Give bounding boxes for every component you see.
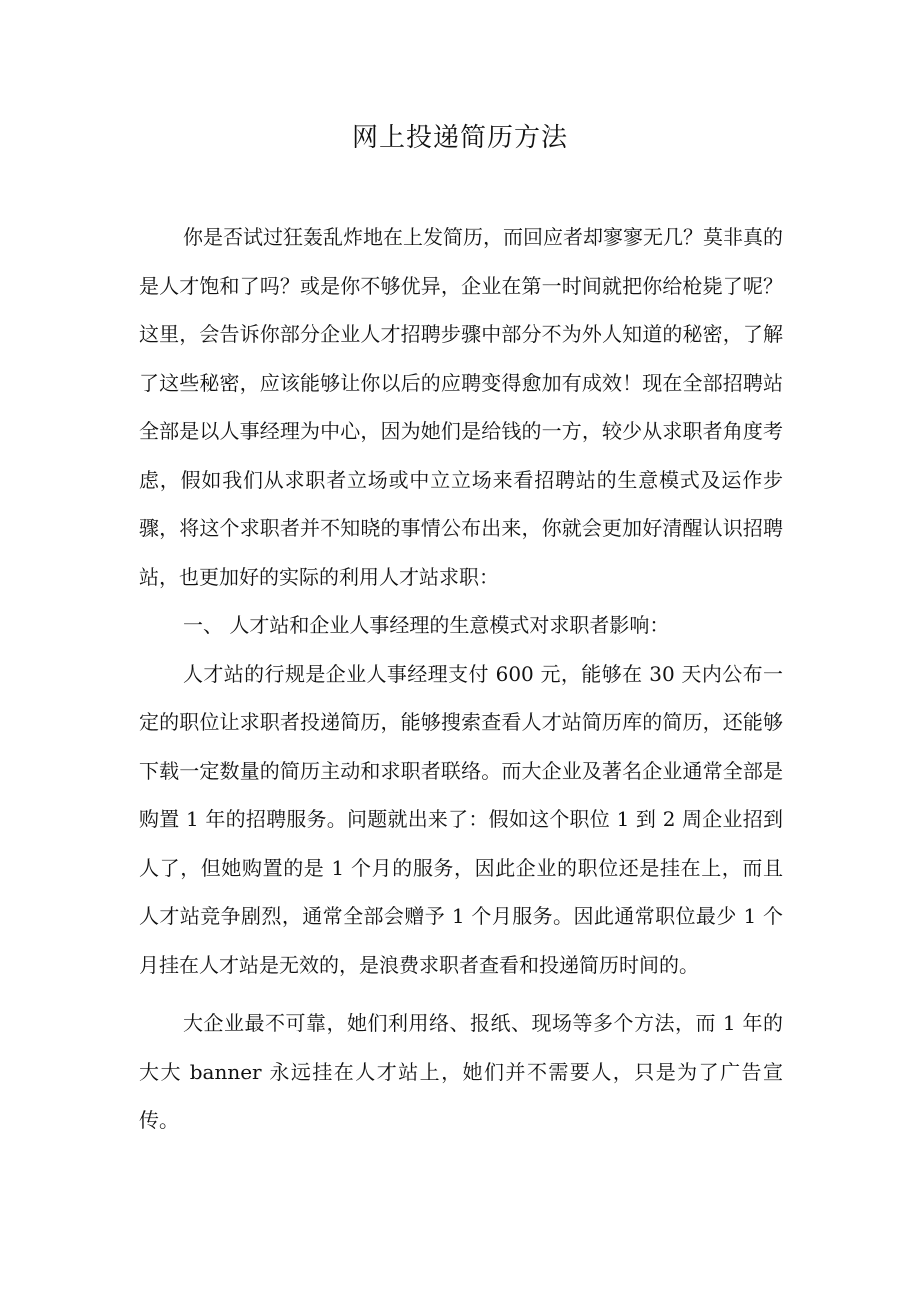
paragraph-intro: 你是否试过狂轰乱炸地在上发简历，而回应者却寥寥无几？莫非真的是人才饱和了吗？或是你不够优异，企业在第一时间就把你给枪毙了呢？这里，会告诉你部分企业人才招聘步骤中部分不为外人知道的秘密，了解了这些秘密，应该能够让你以后的应聘变得愈加有成效！现在全部招聘站全部是以人事经理为中心，因为她们是给钱的一方，较少从求职者角度考虑，假如我们从求职者立场或中立立场来看招聘站的生意模式及运作步骤，将这个求职者并不知晓的事情公布出来，你就会更加好清醒认识招聘站，也更加好的实际的利用人才站求职：: [139, 225, 783, 589]
paragraph-pricing-model: 人才站的行规是企业人事经理支付 600 元，能够在 30 天内公布一定的职位让求职者投递简历，能够搜索查看人才站简历库的简历，还能够下载一定数量的简历主动和求职者联络。而大企业及著名企业通常全部是购置 1 年的招聘服务。问题就出来了：假如这个职位 1 到 2 周企业招到人了，但她购置的是 1 个月的服务，因此企业的职位还是挂在上，而且人才站竞争剧烈，通常全部会赠予 1 个月服务。因此通常职位最少 1 个月挂在人才站是无效的，是浪费求职者查看和投递简历时间的。: [139, 661, 783, 977]
document-body: [139, 213, 783, 1145]
paragraph-large-companies: 大企业最不可靠，她们利用络、报纸、现场等多个方法，而 1 年的大大 banner 永远挂在人才站上，她们并不需要人，只是为了广告宣传。: [139, 1011, 783, 1132]
paragraph-section-heading: 一、 人才站和企业人事经理的生意模式对求职者影响：: [183, 613, 670, 637]
page-title: 网上投递简历方法: [351, 123, 568, 153]
